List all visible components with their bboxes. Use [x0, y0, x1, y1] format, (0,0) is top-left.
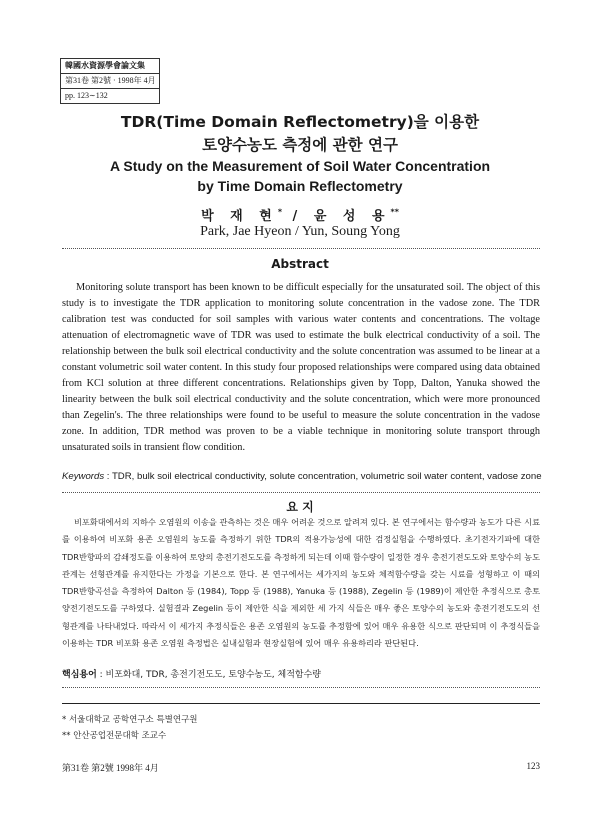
title-korean-line2: 토양수농도 측정에 관한 연구	[202, 136, 398, 154]
journal-volume: 第31卷 第2號 · 1998年 4月	[61, 74, 159, 89]
title-korean-line1: TDR(Time Domain Reflectometry)을 이용한	[120, 113, 480, 131]
title-english-line1: A Study on the Measurement of Soil Water Concentration	[109, 158, 491, 174]
footer-issue: 第31卷 第2號 1998年 4月	[62, 763, 159, 773]
keywords	[62, 471, 540, 482]
footnote-2: ** 안산공업전문대학 조교수	[62, 731, 167, 741]
page-number: 123	[526, 761, 540, 771]
abstract-heading: Abstract	[271, 257, 329, 271]
divider-top	[62, 248, 540, 249]
summary-heading: 요 지	[286, 500, 314, 514]
journal-pages: pp. 123∼132	[65, 91, 108, 100]
divider-middle	[62, 492, 540, 493]
author2-korean: 윤 성 용	[313, 209, 391, 224]
keywords-korean-label: 핵심용어	[62, 670, 97, 680]
author2-mark: **	[390, 207, 399, 217]
author-separator: /	[282, 209, 314, 224]
abstract-body: Monitoring solute transport has been known to be difficult especially for the unsaturated soil. The object of this study is to investigate the TDR application to monitoring solute concentration in the vadose zone. The TDR calibration test was conducted for soil samples with various water contents and concentrations. The voltage attenuation of electromagnetic wave of TDR was used to estimate the bulk electrical conductivity of a soil. The relationship between the bulk soil electrical conductivity and the solute concentration was assumed to be linear at a constant volumetric soil water content. In this study four proposed relationships were compared using data obtained from KCl solution at three different concentrations. Relationships given by Topp, Dalton, Yanuka showed the linearity between the bulk soil electrical conductivity and the solute concentration, which were more pronounced than Zegelin's. The three relationships were found to be useful to measure the solute concentration in the vadose zone. In addition, TDR method was proven to be a viable technique in monitoring solute transport through unsaturated soils in transient flow condition.	[62, 282, 540, 453]
journal-info-box	[60, 58, 160, 104]
authors-english: Park, Jae Hyeon / Yun, Soung Yong	[200, 224, 400, 239]
keywords-korean-text: : 비포화대, TDR, 총전기전도도, 토양수농도, 체적함수량	[96, 670, 321, 680]
authors-korean	[0, 205, 600, 224]
footnote-rule	[62, 703, 540, 704]
keywords-text: : TDR, bulk soil electrical conductivity, solute concentration, volumetric soil water content, vadose zone	[104, 471, 542, 482]
journal-name: 韓國水資源學會論文集	[61, 59, 159, 74]
divider-bottom	[62, 687, 540, 688]
summary-body: 비포화대에서의 지하수 오염원의 이송을 관측하는 것은 매우 어려운 것으로 알려져 있다. 본 연구에서는 함수량과 농도가 다른 시료를 이용하여 비포화 용존 오염원의 농도를 측정하기 위한 TDR의 적용가능성에 대한 검정실험을 수행하였다. 초기전자기파에 대한 TDR반향파의 감쇄정도를 이용하여 토양의 총전기전도도를 측정하게 되는데 이때 함수량이 일정한 경우 총전기전도도와 토양수의 농도관계는 선형관계를 유지한다는 가정을 기본으로 한다. 본 연구에서는 세가지의 농도와 체적함수량을 갖는 시료를 성형하고 이 때의 TDR반향곡선을 측정하여 Dalton 등 (1984), Topp 등 (1988), Yanuka 등 (1988), Zegelin 등 (1989)이 제안한 추정식으로 총토양전기전도도를 구하였다. 실험결과 Zegelin 등이 제안한 식을 제외한 세 가지 식들은 매우 좋은 토양수의 농도와 총전기전도도의 선형관계를 나타내었다. 따라서 이 세가지 추정식들은 용존 오염원의 농도를 추정함에 있어 매우 유용한 식으로 판단되며 이 추정식들을 이용하는 TDR 비포화 용존 오염원 측정법은 실내실험과 현장실험에 있어 매우 유용하리라 판단된다.	[62, 517, 540, 649]
footnote-1: * 서울대학교 공학연구소 특별연구원	[62, 715, 198, 725]
keywords-korean	[62, 667, 540, 680]
title-english-line2: by Time Domain Reflectometry	[197, 178, 403, 194]
keywords-label: Keywords	[62, 471, 105, 482]
author1-mark: *	[277, 207, 282, 217]
author1-korean: 박 재 현	[201, 209, 278, 224]
